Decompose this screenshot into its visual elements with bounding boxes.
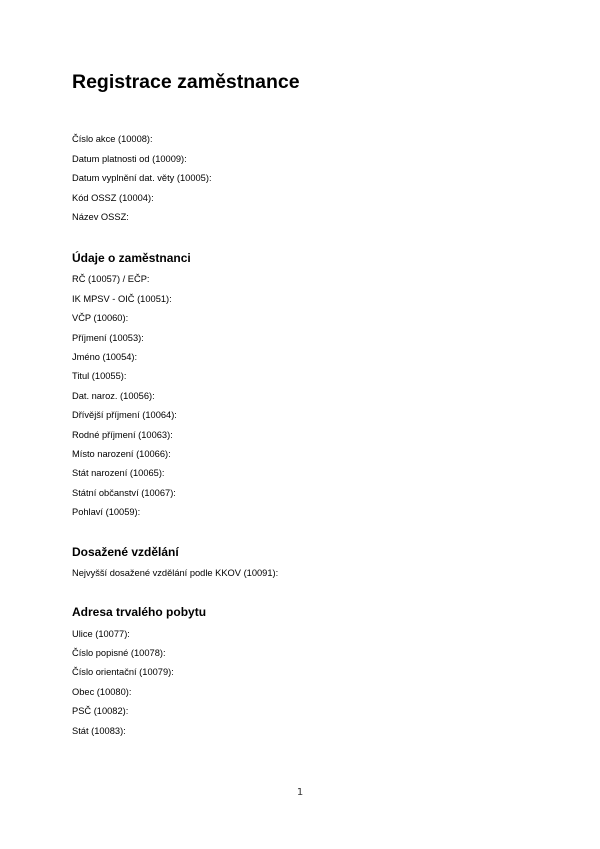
field-cislo-popisne: Číslo popisné (10078): <box>72 648 166 658</box>
section-heading-adresa: Adresa trvalého pobytu <box>72 605 207 619</box>
field-pohlavi: Pohlaví (10059): <box>72 507 141 517</box>
field-kod-ossz: Kód OSSZ (10004): <box>72 193 154 203</box>
field-misto-narozeni: Místo narození (10066): <box>72 449 171 459</box>
field-stat: Stát (10083): <box>72 726 126 736</box>
field-dat-naroz: Dat. naroz. (10056): <box>72 391 155 401</box>
field-nazev-ossz: Název OSSZ: <box>72 212 129 222</box>
field-obec: Obec (10080): <box>72 687 132 697</box>
field-rc: RČ (10057) / EČP: <box>72 274 150 284</box>
field-statni-obcanstvi: Státní občanství (10067): <box>72 488 176 498</box>
field-prijmeni: Příjmení (10053): <box>72 333 144 343</box>
field-jmeno: Jméno (10054): <box>72 352 138 362</box>
field-rodne-prijmeni: Rodné příjmení (10063): <box>72 430 173 440</box>
section-heading-vzdelani: Dosažené vzdělání <box>72 545 179 559</box>
field-vcp: VČP (10060): <box>72 313 129 323</box>
page-number: 1 <box>296 787 304 798</box>
field-datum-vyplneni: Datum vyplnění dat. věty (10005): <box>72 173 212 183</box>
field-titul: Titul (10055): <box>72 371 127 381</box>
field-ik-mpsv: IK MPSV - OIČ (10051): <box>72 294 172 304</box>
field-cislo-akce: Číslo akce (10008): <box>72 134 153 144</box>
field-drivejsi-prijmeni: Dřívější příjmení (10064): <box>72 410 177 420</box>
field-nejvyssi-vzdelani: Nejvyšší dosažené vzdělání podle KKOV (10091): <box>72 568 279 578</box>
section-heading-udaje: Údaje o zaměstnanci <box>72 251 191 265</box>
field-stat-narozeni: Stát narození (10065): <box>72 468 165 478</box>
field-cislo-orientacni: Číslo orientační (10079): <box>72 667 174 677</box>
field-ulice: Ulice (10077): <box>72 629 130 639</box>
field-psc: PSČ (10082): <box>72 706 129 716</box>
page-title: Registrace zaměstnance <box>72 71 300 93</box>
field-datum-platnosti: Datum platnosti od (10009): <box>72 154 187 164</box>
